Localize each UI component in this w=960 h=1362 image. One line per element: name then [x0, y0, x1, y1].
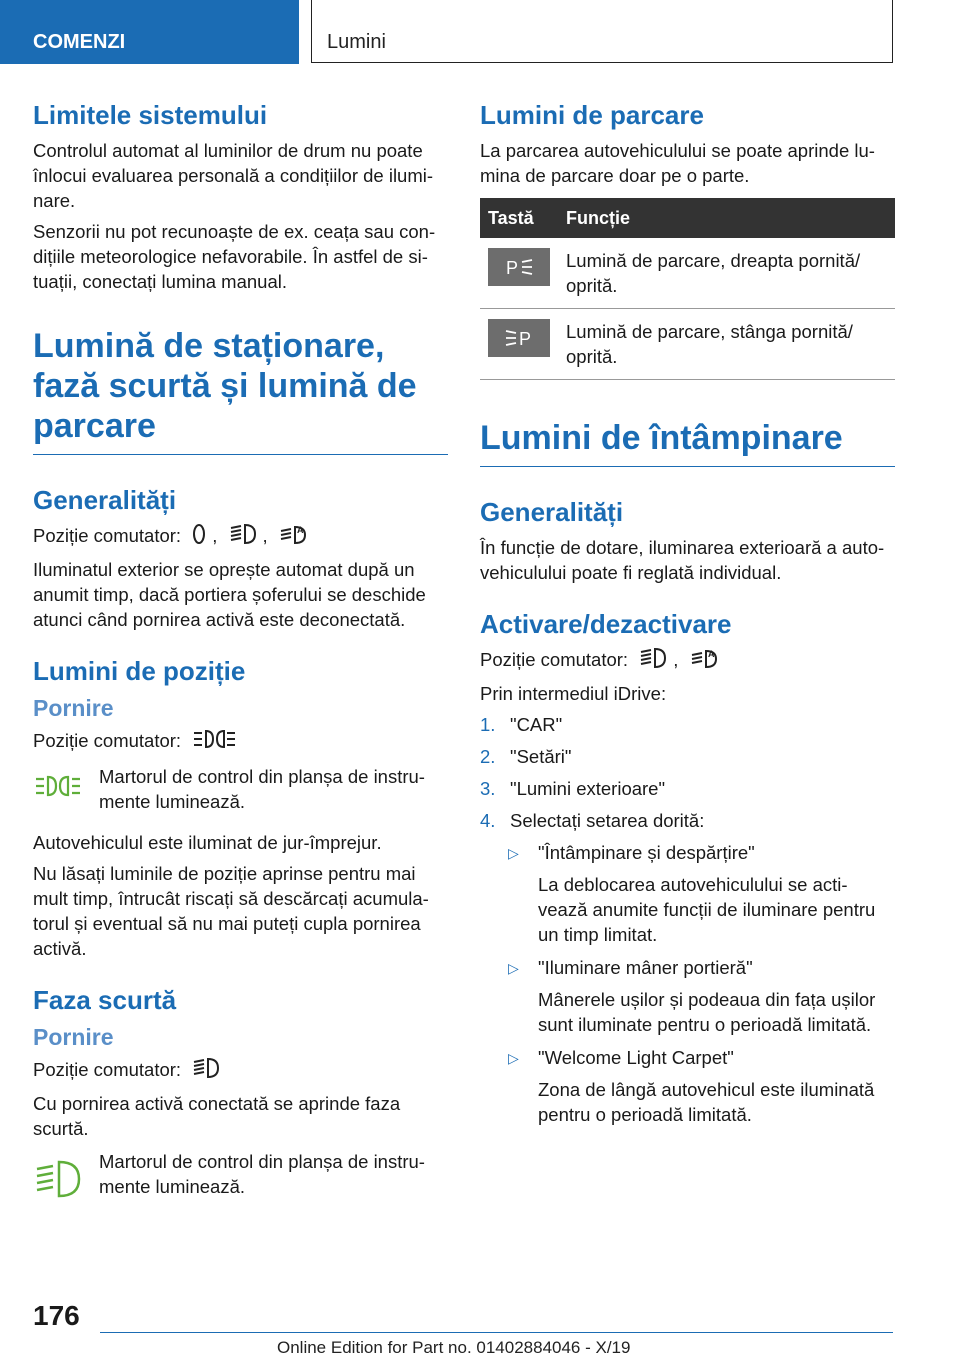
low-beam-indicator [33, 1149, 448, 1204]
list-item [480, 712, 895, 737]
list-item [508, 955, 895, 1037]
parking-light-right-icon[interactable] [488, 248, 550, 286]
table-cell-function: Lumină de parcare, stânga pornită/ oprită. [558, 309, 895, 380]
left-column [33, 100, 448, 1220]
svg-text:A: A [296, 525, 304, 536]
low-beam-heading: Faza scurtă [33, 985, 177, 1016]
option-description: Mânerele ușilor și podeaua din fața ușilor sunt iluminate pentru o perioadă limitată. [538, 989, 876, 1036]
activation-heading: Activare/dezactivare [480, 609, 732, 639]
list-item [508, 1045, 895, 1127]
low-beam-indicator-icon [33, 1149, 99, 1204]
general-paragraph: Iluminatul exterior se oprește automat după un anumit timp, dacă portiera șoferului se deschide atunci când pornirea activă este deconectată. [33, 559, 426, 631]
footer-divider [100, 1332, 893, 1333]
parking-light-left-icon[interactable] [488, 319, 550, 357]
parking-paragraph: La parcarea autovehiculului se poate aprinde lu-mina de parcare doar pe o parte. [480, 140, 875, 186]
step-number: 2. [480, 746, 496, 768]
table-header-row [480, 198, 895, 238]
list-item [480, 744, 895, 769]
position-paragraph-2: Nu lăsați luminile de poziție aprinse pentru mai mult timp, întrucât riscați să descărcați acumula-torul și eventual să nu mai puteți cupla pornirea activă. [33, 863, 429, 960]
right-column [480, 100, 895, 1135]
position-indicator-text: Martorul de control din planșa de instru-mente luminează. [99, 766, 425, 813]
low-beam-paragraph: Cu pornirea activă conectată se aprinde faza scurtă. [33, 1093, 401, 1140]
light-off-icon [192, 523, 206, 551]
step-text: "Setări" [510, 746, 572, 768]
switch-label: Poziție comutator: [480, 649, 629, 670]
position-paragraph-1: Autovehiculul este iluminat de jur-împrejur. [33, 832, 382, 854]
table-cell-function: Lumină de parcare, dreapta pornită/ oprită. [558, 238, 895, 309]
steps-list [480, 712, 895, 833]
welcome-general-paragraph: În funcție de dotare, iluminarea exterioară a auto-vehiculului poate fi reglată individual. [480, 537, 885, 583]
option-label: "Întâmpinare și despărțire" [538, 842, 755, 864]
triangle-bullet-icon: ▷ [508, 960, 519, 977]
option-label: "Welcome Light Carpet" [538, 1047, 734, 1069]
general-switch-line [33, 523, 448, 551]
idrive-line: Prin intermediul iDrive: [480, 683, 667, 705]
general-heading: Generalități [33, 485, 177, 515]
separator: , [212, 525, 218, 546]
activation-switch-line [480, 647, 895, 675]
separator: , [262, 525, 268, 546]
switch-label: Poziție comutator: [33, 525, 182, 546]
option-label: "Iluminare mâner portieră" [538, 957, 753, 979]
welcome-heading-block [480, 418, 895, 467]
step-text: Selectați setarea dorită: [510, 810, 705, 832]
switch-label: Poziție comutator: [33, 1059, 182, 1081]
table-header-key: Tastă [480, 198, 558, 238]
step-text: "Lumini exterioare" [510, 778, 666, 800]
step-number: 3. [480, 778, 496, 800]
list-item [508, 840, 895, 947]
position-indicator [33, 764, 448, 814]
option-description: Zona de lângă autovehicul este iluminată pentru o perioadă limitată. [538, 1079, 875, 1126]
main-heading: Lumină de staționare, fază scurtă și lumină de parcare [33, 327, 417, 445]
parking-lights-heading: Lumini de parcare [480, 100, 704, 130]
position-switch-line [33, 728, 448, 756]
auto-headlight-icon [279, 523, 307, 551]
parking-keys-table [480, 198, 895, 380]
low-beam-on-subheading: Pornire [33, 1024, 114, 1051]
header-chapter-label: Lumini [327, 31, 386, 53]
position-lights-heading: Lumini de poziție [33, 656, 246, 687]
low-beam-indicator-text: Martorul de control din planșa de instru-mente luminează. [99, 1151, 425, 1198]
table-row [480, 238, 895, 309]
svg-text:A: A [707, 649, 714, 660]
header-section-tab[interactable] [0, 0, 299, 64]
step-text: "CAR" [510, 714, 563, 736]
header-chapter-tab[interactable] [311, 0, 893, 63]
limits-paragraph-2: Senzorii nu pot recunoaște de ex. ceața sau con-dițiile meteorologice nefavorabile. În astfel de si-tuații, conectați lumina manual. [33, 221, 436, 292]
footer-edition: Online Edition for Part no. 01402884046 - X/19 [277, 1338, 631, 1357]
options-list [508, 840, 895, 1127]
position-lights-icon [192, 728, 236, 756]
triangle-bullet-icon: ▷ [508, 845, 519, 862]
list-item [480, 776, 895, 801]
low-beam-icon [639, 647, 667, 675]
limits-heading: Limitele sistemului [33, 100, 268, 130]
low-beam-icon [229, 523, 257, 551]
step-number: 1. [480, 714, 496, 736]
switch-label: Poziție comutator: [33, 730, 182, 752]
svg-text:P: P [519, 329, 532, 349]
separator: , [673, 649, 679, 670]
table-header-function: Funcție [558, 198, 895, 238]
limits-paragraph-1: Controlul automat al luminilor de drum nu poate înlocui evaluarea personală a condițiilor de ilumi-nare. [33, 140, 434, 211]
welcome-heading: Lumini de întâmpinare [480, 419, 843, 457]
triangle-bullet-icon: ▷ [508, 1050, 519, 1067]
list-item [480, 808, 895, 833]
auto-headlight-icon [690, 647, 718, 675]
svg-text:P: P [506, 258, 519, 278]
page-number: 176 [33, 1300, 80, 1331]
position-lights-indicator-icon [33, 764, 99, 803]
option-description: La deblocarea autovehiculului se acti-vează anumite funcții de iluminare pentru un timp limitat. [538, 874, 876, 946]
table-row [480, 309, 895, 380]
position-on-subheading: Pornire [33, 695, 114, 722]
low-beam-switch-line [33, 1057, 448, 1085]
low-beam-icon [192, 1057, 220, 1085]
main-heading-block [33, 326, 448, 455]
step-number: 4. [480, 810, 496, 832]
header-section-label: COMENZI [33, 31, 126, 53]
welcome-general-heading: Generalități [480, 497, 624, 527]
